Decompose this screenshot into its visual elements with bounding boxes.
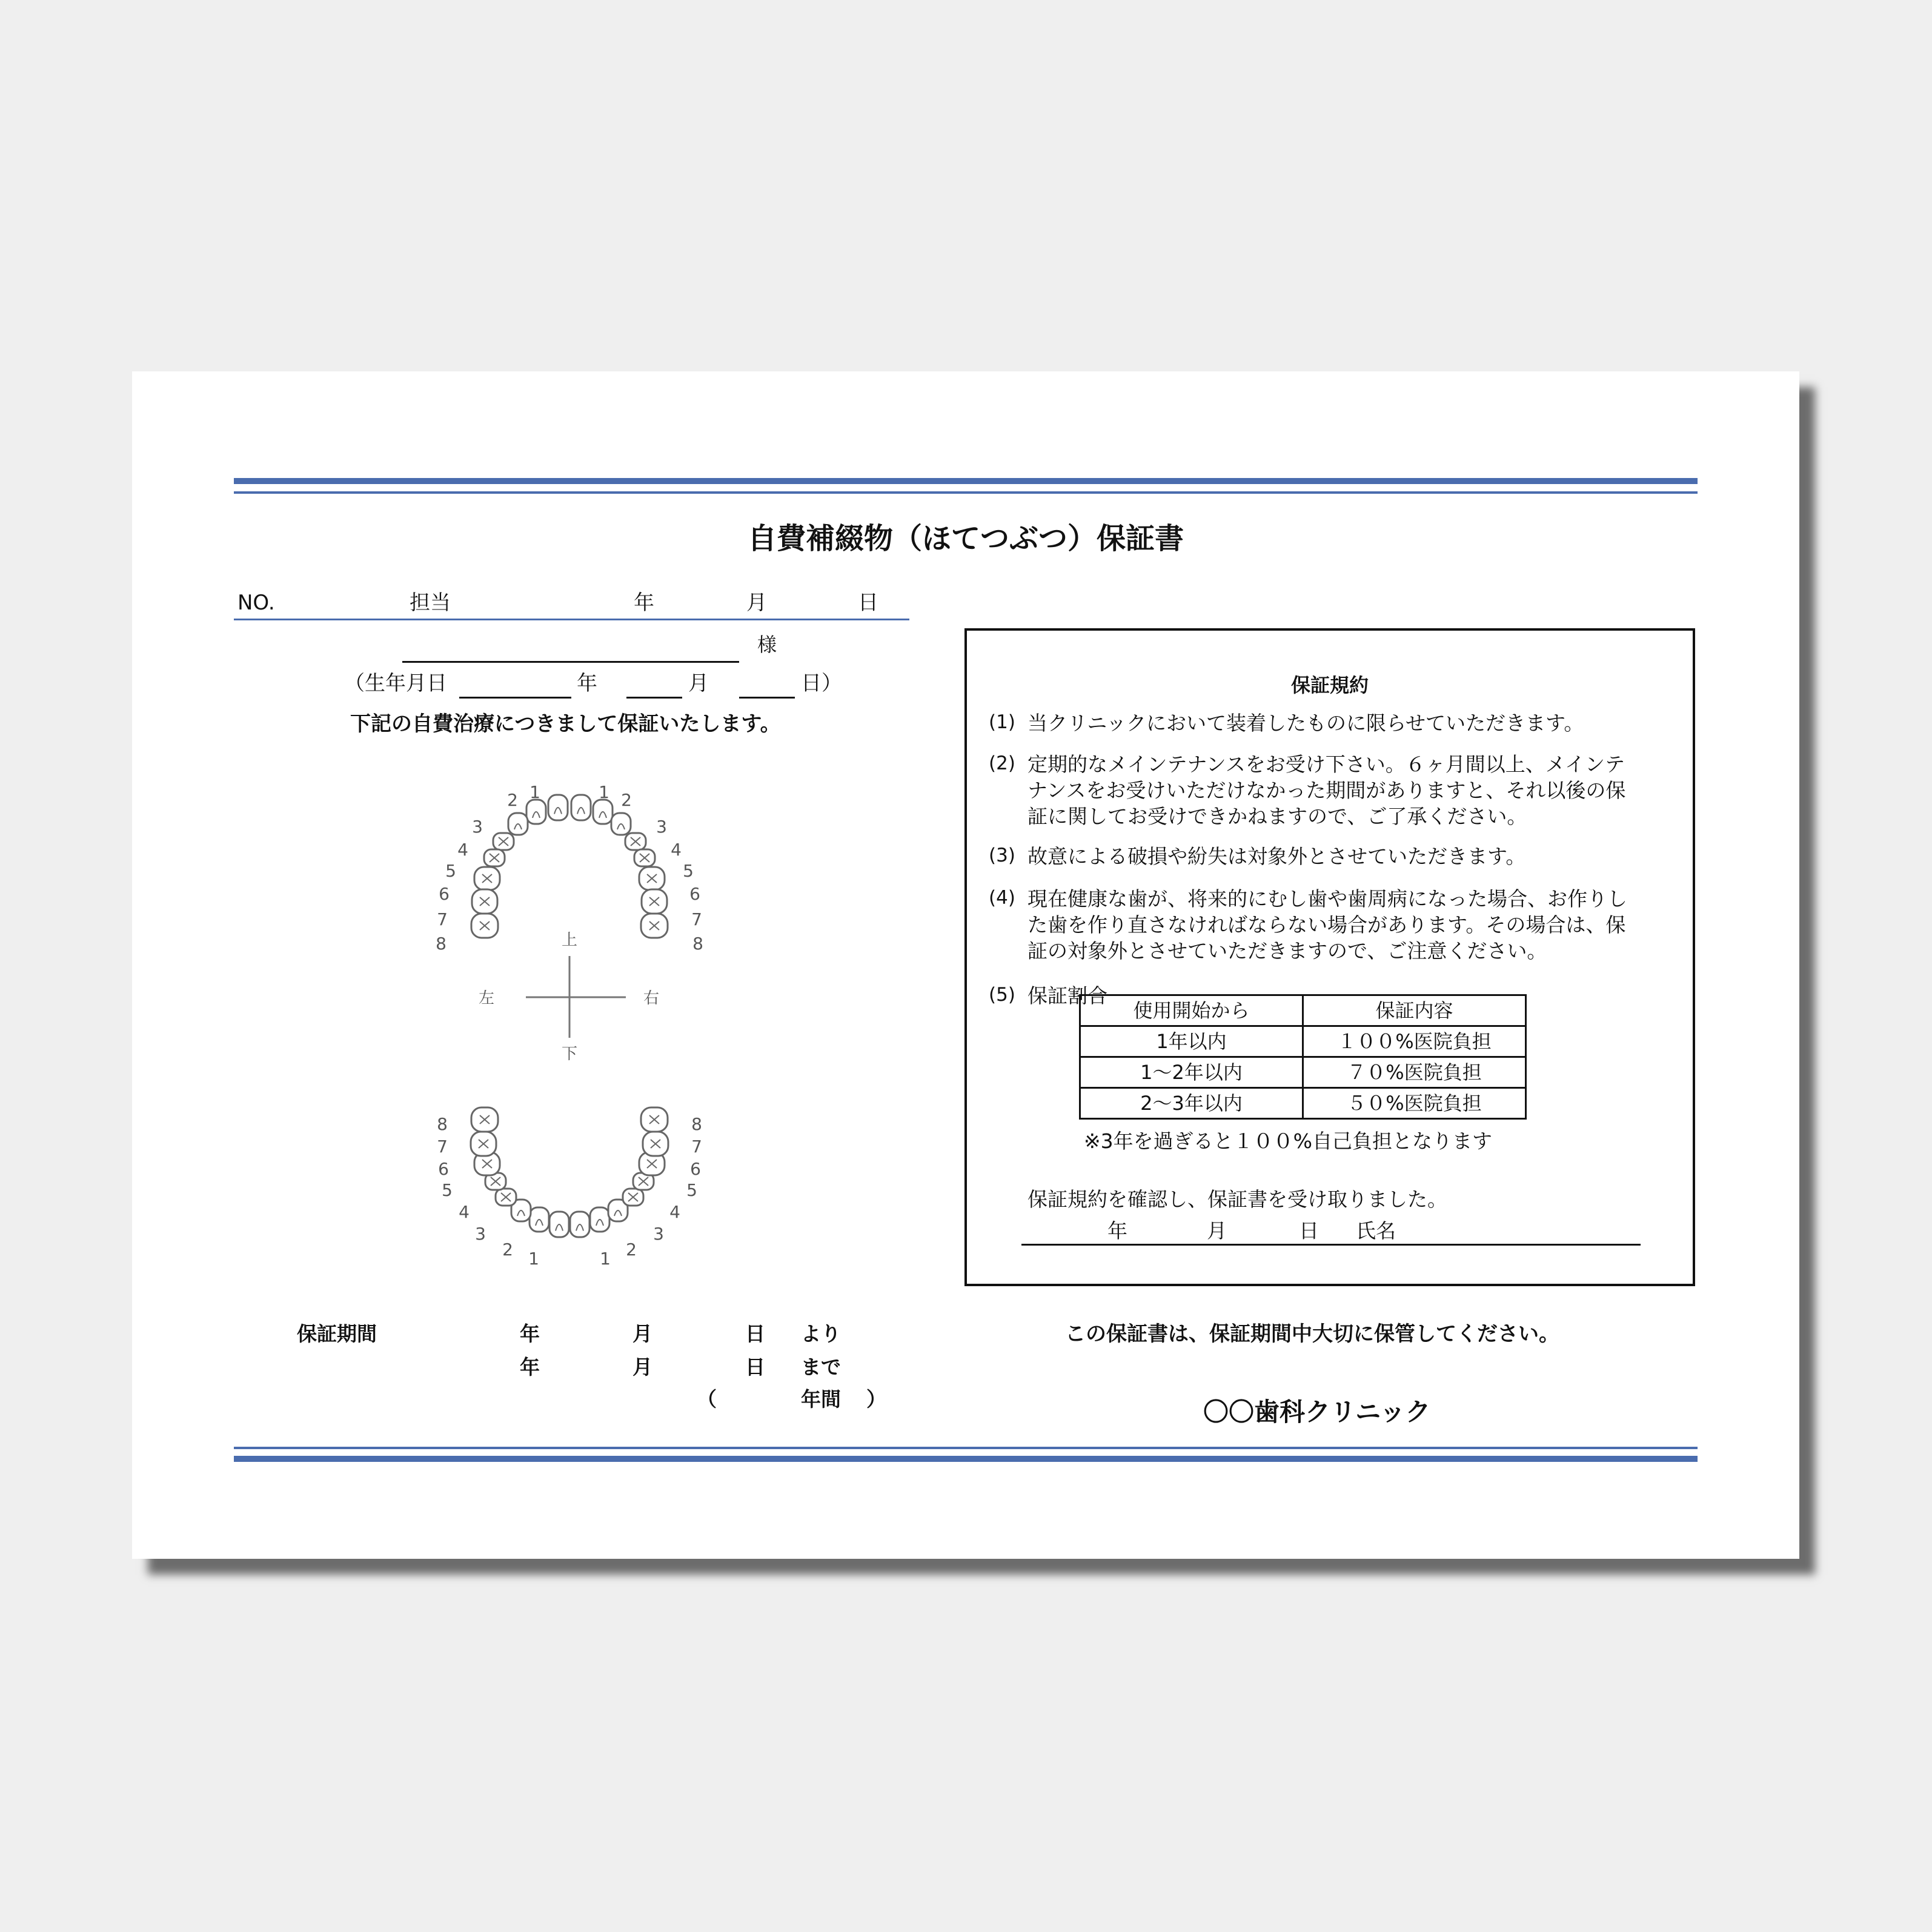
rule-item-number: (5) [989,984,1015,1006]
tooth-icon[interactable] [484,849,505,866]
tooth-number: 5 [683,861,694,881]
birth-day-line[interactable] [739,697,795,699]
tooth-number: 6 [689,884,700,904]
header-year: 年 [634,591,654,615]
header-month: 月 [746,591,767,615]
patient-name-line[interactable] [402,661,739,663]
top-rule-thick [234,478,1698,484]
tooth-number: 1 [528,1249,539,1265]
tooth-icon[interactable] [529,1207,549,1232]
tooth-number: 8 [692,934,703,954]
tooth-icon[interactable] [493,833,514,850]
period-years-open: （ [697,1387,717,1411]
tooth-icon[interactable] [590,1207,609,1232]
tooth-icon[interactable] [641,914,668,938]
rate-header-content: 保証内容 [1303,995,1526,1026]
right-label: 右 [643,989,660,1007]
period-from-year: 年 [520,1322,540,1346]
tooth-number: 3 [656,817,667,837]
birth-year-label: 年 [577,671,597,695]
tooth-icon[interactable] [548,795,568,820]
tooth-icon[interactable] [549,1212,569,1237]
bottom-rule-thin [234,1447,1698,1449]
rule-item-text: ナンスをお受けいただけなかった期間がありますと、それ以後の保 [1027,778,1626,802]
sign-month: 月 [1207,1219,1227,1243]
lower-label: 下 [561,1045,578,1063]
tooth-icon[interactable] [472,889,497,914]
tooth-number: 5 [445,861,456,881]
tooth-number: 7 [691,909,702,929]
upper-label: 上 [561,931,578,949]
signature-line[interactable] [1021,1244,1641,1246]
confirm-text: 保証規約を確認し、保証書を受け取りました。 [1027,1187,1447,1211]
bottom-rule-thick [234,1456,1698,1462]
birth-day-close: 日） [801,671,842,695]
tooth-icon[interactable] [526,800,546,824]
top-rule-thin [234,491,1698,494]
tooth-number: 8 [691,1114,702,1134]
tooth-icon[interactable] [471,1107,498,1132]
staff-label: 担当 [410,591,451,615]
birth-year-line[interactable] [459,697,571,699]
rate-cell: ７０%医院負担 [1303,1057,1526,1088]
tooth-number: 4 [669,1202,680,1222]
tooth-icon[interactable] [643,1132,668,1156]
tooth-icon[interactable] [639,867,665,890]
rule-item-number: (3) [989,845,1015,866]
rule-item-number: (2) [989,752,1015,774]
period-to-day: 日 [745,1355,765,1379]
period-from-suffix: より [801,1322,841,1346]
tooth-number: 5 [686,1180,697,1200]
header-day: 日 [858,591,878,615]
rules-box [964,628,1695,1286]
left-label: 左 [478,989,495,1007]
tooth-icon[interactable] [625,833,646,850]
tooth-number: 1 [529,782,540,802]
tooth-number: 7 [437,1137,448,1157]
no-label: NO. [237,591,275,615]
rule-item-text: 現在健康な歯が、将来的にむし歯や歯周病になった場合、お作りし [1027,887,1627,911]
rule-item-text: 故意による破損や紛失は対象外とさせていただきます。 [1027,845,1526,868]
period-to-suffix: まで [801,1355,841,1379]
tooth-chart [411,780,738,1265]
rate-cell: 2～3年以内 [1080,1088,1303,1119]
period-label: 保証期間 [297,1322,377,1346]
sign-name-label: 氏名 [1356,1219,1396,1243]
rate-cell: ５０%医院負担 [1303,1088,1526,1119]
tooth-number: 3 [472,817,483,837]
birth-month-label: 月 [688,671,709,695]
birth-month-line[interactable] [626,697,682,699]
tooth-number: 3 [475,1224,486,1244]
period-years-close: ） [866,1387,886,1411]
tooth-icon[interactable] [634,849,655,866]
tooth-number: 3 [653,1224,664,1244]
tooth-icon[interactable] [593,800,612,824]
tooth-number: 2 [507,790,518,810]
tooth-number: 1 [599,782,609,802]
tooth-number: 5 [442,1180,453,1200]
rule-item-text: 証に関してお受けできかねますので、ご了承ください。 [1027,805,1527,828]
period-to-year: 年 [520,1355,540,1379]
tooth-icon[interactable] [471,914,498,938]
tooth-number: 1 [600,1249,611,1265]
period-from-day: 日 [745,1322,765,1346]
tooth-number: 4 [457,840,468,860]
tooth-number: 6 [690,1159,701,1179]
rule-item-number: (4) [989,887,1015,909]
rule-item-number: (1) [989,711,1015,733]
tooth-number: 8 [437,1114,448,1134]
tooth-icon[interactable] [641,1107,668,1132]
tooth-number: 4 [671,840,682,860]
tooth-icon[interactable] [570,1212,589,1237]
period-from-month: 月 [632,1322,652,1346]
rate-cell: 1～2年以内 [1080,1057,1303,1088]
clinic-name: 〇〇歯科クリニック [1203,1397,1431,1427]
tooth-number: 4 [459,1202,470,1222]
tooth-number: 7 [691,1137,702,1157]
tooth-icon[interactable] [474,867,500,890]
rule-item-text: 当クリニックにおいて装着したものに限らせていただきます。 [1027,711,1584,735]
header-underline [234,619,909,620]
tooth-icon[interactable] [642,889,667,914]
rate-cell: １００%医院負担 [1303,1026,1526,1057]
warranty-card [132,371,1799,1559]
tooth-icon[interactable] [508,813,528,835]
period-to-month: 月 [632,1355,652,1379]
tooth-number: 6 [438,1159,449,1179]
tooth-icon[interactable] [471,1132,496,1156]
rate-cell: 1年以内 [1080,1026,1303,1057]
rule-item-text: 定期的なメインテナンスをお受け下さい。６ヶ月間以上、メインテ [1027,752,1625,776]
tooth-number: 2 [626,1240,637,1260]
tooth-number: 2 [621,790,632,810]
tooth-number: 2 [502,1240,513,1260]
tooth-number: 6 [439,884,450,904]
rule-item-text: 保証割合 [1027,984,1107,1007]
tooth-icon[interactable] [496,1189,516,1206]
period-years-label: 年間 [801,1387,841,1411]
sign-day: 日 [1299,1219,1319,1243]
tooth-number: 8 [436,934,446,954]
rule-item-text: 証の対象外とさせていただきますので、ご注意ください。 [1027,939,1547,963]
rule-item-text: た歯を作り直さなければならない場合があります。その場合は、保 [1027,913,1626,937]
sign-year: 年 [1107,1219,1127,1243]
self-pay-note: ※3年を過ぎると１００%自己負担となります [1084,1129,1493,1153]
tooth-number: 7 [437,909,448,929]
birthdate-open: （生年月日 [344,671,447,695]
tooth-icon[interactable] [611,813,631,835]
tooth-icon[interactable] [571,795,591,820]
document-title: 自費補綴物（ほてつぶつ）保証書 [747,522,1184,556]
rate-table [1079,994,1527,1120]
intro-text: 下記の自費治療につきまして保証いたします。 [350,712,781,736]
sama-label: 様 [757,633,777,656]
rules-heading: 保証規約 [1290,674,1369,697]
keep-note: この保証書は、保証期間中大切に保管してください。 [1065,1322,1559,1346]
tooth-icon[interactable] [623,1189,643,1206]
rate-header-start: 使用開始から [1080,995,1303,1026]
